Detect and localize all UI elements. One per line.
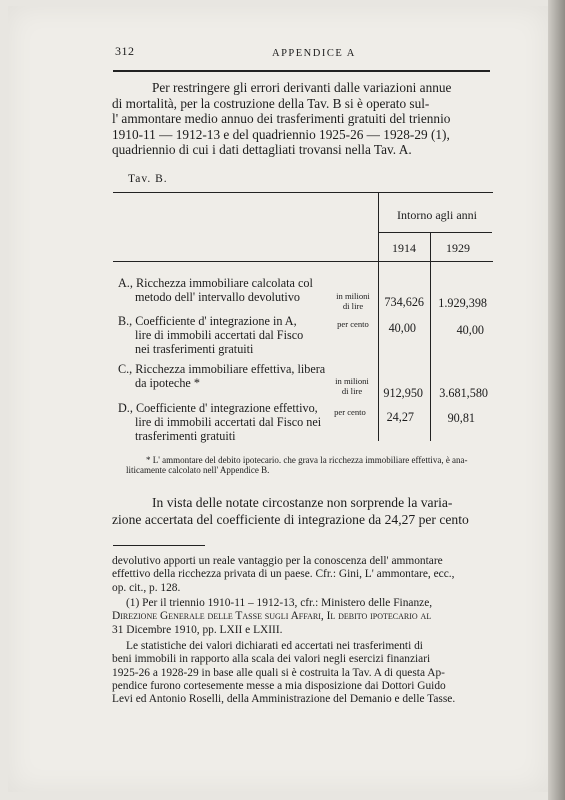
header-rule	[113, 70, 490, 72]
row-d-1929: 90,81	[447, 411, 475, 425]
row-d-label: D., Coefficiente d' integrazione effettivo, lire di immobili accertati dal Fisco nei trasferimenti gratuiti	[118, 401, 322, 443]
row-b-label: B., Coefficiente d' integrazione in A, lire di immobili accertati dal Fisco nei trasferimenti gratuiti	[118, 314, 304, 356]
intro-line: Per restringere gli errori derivanti dalle variazioni annue	[152, 80, 452, 95]
intro-paragraph	[112, 80, 492, 158]
footnote-continuation: devolutivo apporti un reale vantaggio per la conoscenza dell' ammontare effettivo della ricchezza privata di un paese. Cfr.: Gini, L' ammontare, ecc., op. cit., p. 128.	[112, 555, 455, 594]
row-c-1914: 912,950	[383, 386, 423, 400]
intro-line: di mortalità, per la costruzione della Tav. B si è operato sul-	[112, 95, 430, 111]
row-a-label: A., Ricchezza immobiliare calcolata col metodo dell' intervallo devolutivo	[118, 276, 313, 304]
conclusion-line: zione accertata del coefficiente di integrazione da 24,27 per cento	[112, 512, 469, 527]
intro-line: 1910-11 — 1912-13 e del quadriennio 1925-26 — 1928-29 (1),	[112, 126, 450, 142]
footnote-2: Le statistiche dei valori dichiarati ed accertati nei trasferimenti di beni immobili in rapporto alla scala dei valori negli esercizi finanziari 1925-26 a 1928-29 in base alle quali si è costruita la Tav. A di questa Ap- pendice furono cortesemente messe a mia disposizione dai Dottori Guido Levi ed Antonio Roselli, della Amministrazione del Demanio e delle Tasse.	[112, 640, 456, 706]
row-b-1929: 40,00	[456, 323, 484, 337]
page-number: 312	[115, 44, 135, 58]
header-bottom-rule	[113, 261, 493, 262]
row-c-1929: 3.681,580	[439, 386, 488, 400]
footnote-separator	[113, 545, 205, 546]
group-header: Intorno agli anni	[397, 208, 477, 222]
row-d-unit: per cento	[334, 407, 366, 417]
row-b-unit: per cento	[337, 319, 369, 329]
row-a-unit: in milioni di lire	[336, 291, 370, 311]
table-label: Tav. B.	[128, 173, 168, 185]
row-b-1914: 40,00	[388, 321, 416, 335]
conclusion-paragraph	[112, 494, 492, 528]
table-footnote: * L' ammontare del debito ipotecario. che grava la ricchezza immobiliare effettiva, è ana- liticamente calcolato nell' Appendice B.	[126, 455, 468, 475]
table-top-rule	[113, 192, 493, 193]
page-edge	[548, 0, 565, 800]
running-title: APPENDICE A	[272, 48, 356, 59]
intro-line: quadriennio di cui i dati dettagliati trovansi nella Tav. A.	[112, 142, 412, 157]
year-1929: 1929	[446, 241, 470, 255]
row-d-1914: 24,27	[386, 410, 414, 424]
row-a-1914: 734,626	[384, 295, 424, 309]
intro-line: l' ammontare medio annuo dei trasferimenti gratuiti del triennio	[112, 111, 451, 126]
row-c-unit: in milioni di lire	[335, 376, 369, 396]
table-vrule-left	[378, 193, 379, 441]
year-1914: 1914	[392, 241, 416, 255]
row-a-1929: 1.929,398	[438, 296, 487, 310]
conclusion-line: In vista delle notate circostanze non sorprende la varia-	[152, 495, 453, 510]
group-rule	[379, 232, 492, 233]
row-c-label: C., Ricchezza immobiliare effettiva, libera da ipoteche *	[118, 362, 326, 390]
footnote-1: (1) Per il triennio 1910-11 – 1912-13, cfr.: Ministero delle Finanze, Direzione Generale delle Tasse sugli Affari, Il debito ipotecario al 31 Dicembre 1910, pp. LXII e LXIII.	[112, 597, 433, 636]
